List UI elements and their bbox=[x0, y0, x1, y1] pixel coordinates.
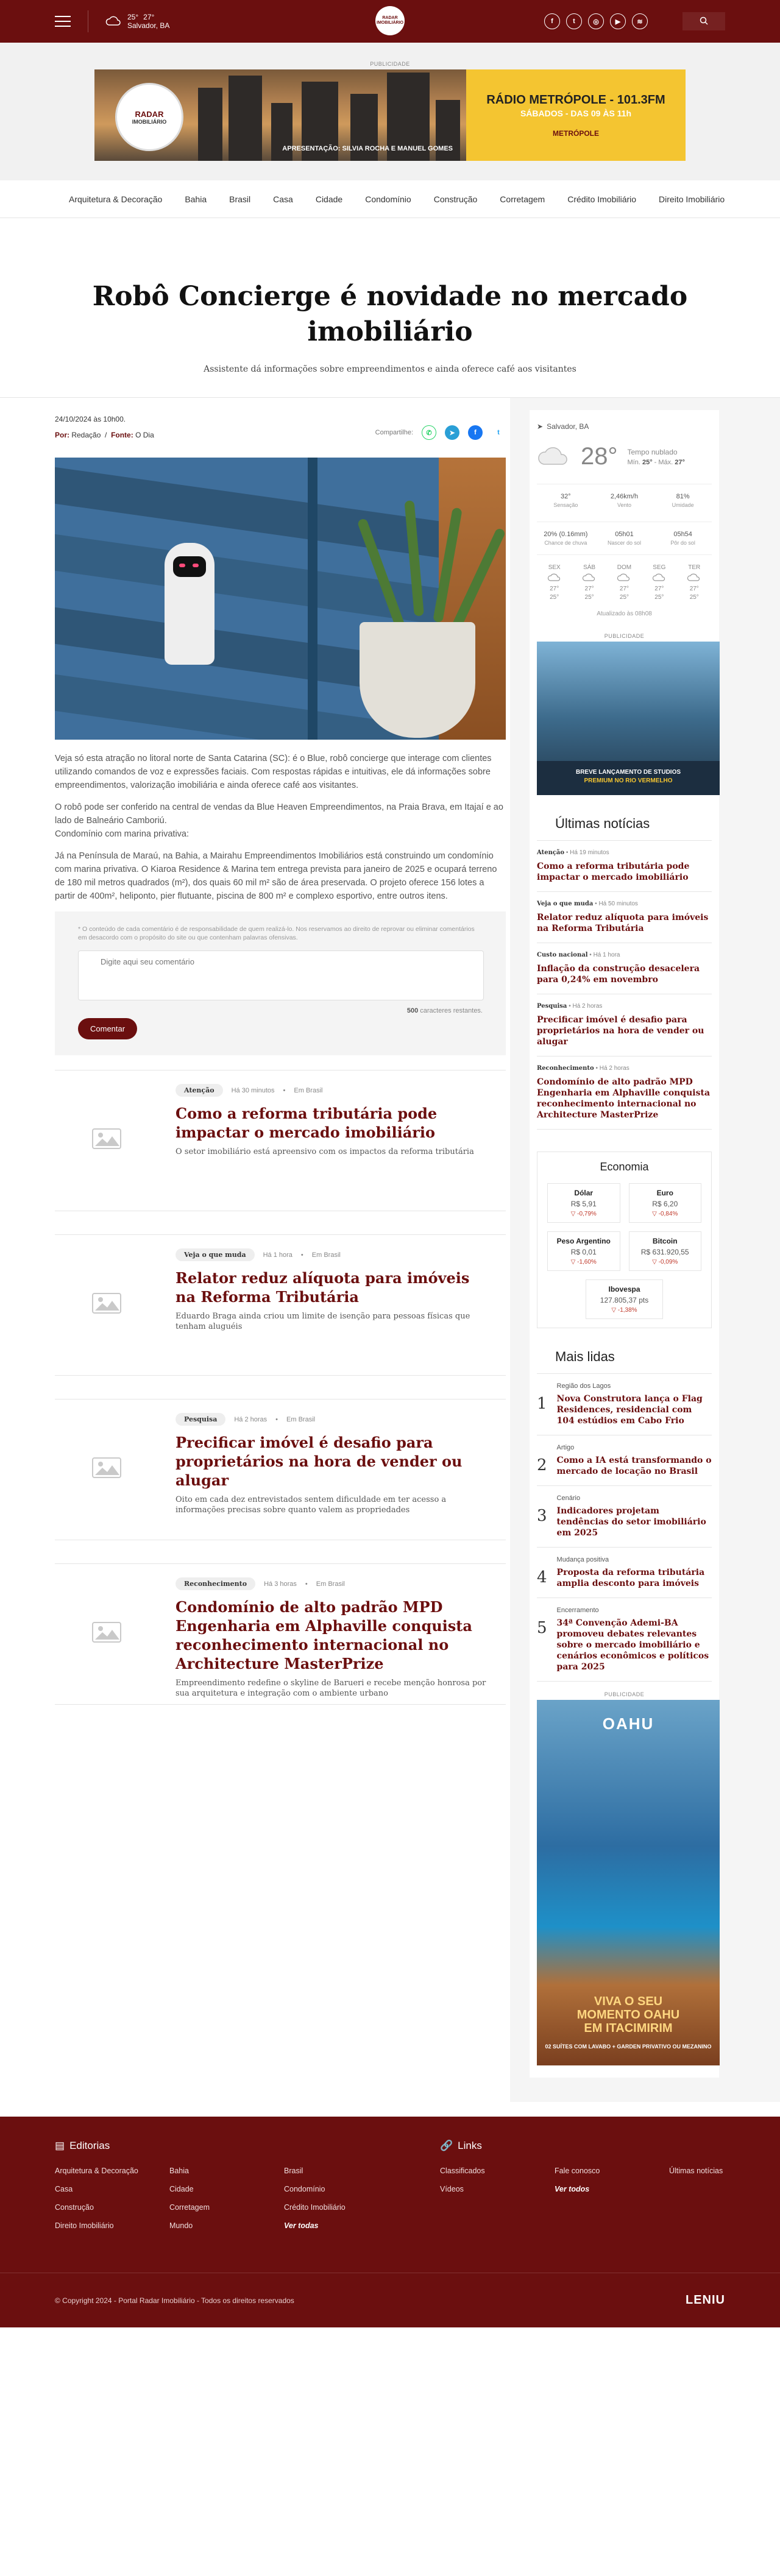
forecast-min: 25° bbox=[654, 594, 664, 601]
economy-change bbox=[548, 1259, 620, 1265]
nav-item[interactable]: Brasil bbox=[229, 194, 251, 204]
category-label: Pesquisa bbox=[537, 1003, 567, 1010]
article-byline: Por: Redação / Fonte: O Dia bbox=[55, 431, 154, 439]
share-bar bbox=[375, 422, 506, 443]
economy-value: R$ 0,01 bbox=[570, 1248, 597, 1256]
telegram-icon[interactable]: ➤ bbox=[445, 425, 459, 440]
timestamp: Há 50 minutos bbox=[598, 901, 638, 907]
rank-number: 2 bbox=[537, 1456, 547, 1474]
category-badge: Atenção bbox=[176, 1084, 223, 1097]
economy-name: Euro bbox=[656, 1189, 673, 1197]
main-column bbox=[0, 398, 510, 2102]
forecast-min: 25° bbox=[619, 594, 629, 601]
top-ad-banner bbox=[0, 43, 780, 180]
economy-change bbox=[629, 1211, 701, 1217]
category-badge: Pesquisa bbox=[176, 1413, 225, 1426]
weather-stat bbox=[654, 531, 712, 546]
most-read-title[interactable]: Indicadores projetam tendências do setor imobiliário em 2025 bbox=[556, 1506, 706, 1538]
article-paragraph: O robô pode ser conferido na central de vendas da Blue Heaven Empreendimentos, na Praia Brava, em Itajaí e ao lado de Balneário Camboriú. Condomínio com marina privativa: bbox=[55, 802, 503, 839]
forecast-day bbox=[537, 564, 572, 602]
weather-stat bbox=[654, 493, 712, 508]
submit-comment-button[interactable]: Comentar bbox=[78, 1018, 137, 1039]
weather-stat bbox=[537, 493, 595, 508]
location-arrow-icon: ➤ bbox=[537, 422, 544, 431]
site-logo[interactable]: RADAR IMOBILIÁRIO bbox=[375, 6, 405, 35]
category-label: Veja o que muda bbox=[537, 901, 594, 907]
image-placeholder-icon bbox=[91, 1621, 122, 1643]
most-read-item[interactable] bbox=[537, 1548, 712, 1598]
economy-name: Peso Argentino bbox=[556, 1237, 611, 1245]
most-read-body bbox=[557, 1495, 712, 1538]
weather-stat-label: Umidade bbox=[672, 502, 694, 508]
footer-editorias: ▤ Editorias Arquitetura & Decoração Bahia Brasil Casa Cidade Condomínio Construção Corretagem Crédito Imobiliário Direito Imobiliário Mundo Ver todas bbox=[55, 2140, 394, 2230]
economy-value: R$ 5,91 bbox=[570, 1200, 597, 1208]
footer-link[interactable]: Corretagem bbox=[169, 2203, 210, 2212]
related-article-summary: Oito em cada dez entrevistados sentem dificuldade em ter acesso a informações precisas sobre quanto valem as propriedades bbox=[176, 1495, 447, 1515]
sidebar bbox=[510, 398, 780, 2102]
most-read-item[interactable] bbox=[537, 1598, 712, 1682]
most-read-body bbox=[557, 1382, 712, 1426]
comment-disclaimer: * O conteúdo de cada comentário é de responsabilidade de quem realizá-lo. Nos reservamos ao direito de reprovar ou eliminar comentários em desacordo com o propósito do site ou que contenham palavras ofensivas. bbox=[78, 925, 475, 941]
article-hero-image bbox=[55, 458, 506, 740]
footer-link[interactable]: Casa bbox=[55, 2185, 73, 2193]
forecast-min: 25° bbox=[584, 594, 594, 601]
forecast-day-name: SEG bbox=[653, 564, 666, 571]
latest-news-item[interactable] bbox=[537, 841, 712, 892]
cloud-icon bbox=[572, 572, 606, 585]
sidebar-ad-creative[interactable]: BREVE LANÇAMENTO DE STUDIOS PREMIUM NO RIO VERMELHO bbox=[537, 642, 720, 795]
economy-change bbox=[548, 1211, 620, 1217]
economy-card bbox=[547, 1231, 620, 1271]
economy-pct: -0,09% bbox=[658, 1259, 678, 1265]
related-article-info bbox=[176, 1577, 492, 1704]
latest-news-title[interactable]: Como a reforma tributária pode impactar o mercado imobiliário bbox=[537, 862, 690, 882]
ad-presenters: APRESENTAÇÃO: SILVIA ROCHA E MANUEL GOMES bbox=[282, 145, 453, 152]
copyright: © Copyright 2024 - Portal Radar Imobiliário - Todos os direitos reservados bbox=[55, 2296, 294, 2305]
economy-value: R$ 631.920,55 bbox=[640, 1248, 689, 1256]
related-articles bbox=[55, 1070, 510, 1705]
related-article-summary: Eduardo Braga ainda criou um limite de isenção para pessoas físicas que tenham aluguéis bbox=[176, 1312, 470, 1331]
weather-widget[interactable] bbox=[105, 13, 169, 30]
economy-pct: -1,38% bbox=[617, 1307, 637, 1314]
forecast-max: 27° bbox=[550, 586, 559, 592]
down-arrow-icon: ▽ bbox=[611, 1307, 618, 1314]
twitter-icon[interactable]: t bbox=[566, 13, 582, 29]
sidebar-ad bbox=[537, 633, 712, 795]
share-label: Compartilhe: bbox=[375, 429, 413, 436]
weather-forecast bbox=[537, 554, 712, 602]
most-read-body bbox=[557, 1444, 712, 1477]
category-label: Região dos Lagos bbox=[556, 1382, 611, 1390]
article-meta bbox=[55, 411, 506, 443]
economy-card bbox=[547, 1183, 620, 1223]
site-footer bbox=[0, 2117, 780, 2327]
economy-value: R$ 6,20 bbox=[652, 1200, 678, 1208]
section-label: Em Brasil bbox=[316, 1580, 345, 1588]
ad-label: PUBLICIDADE bbox=[604, 633, 645, 639]
footer-link[interactable]: Crédito Imobiliário bbox=[284, 2203, 346, 2212]
newspaper-icon: ▤ bbox=[55, 2140, 65, 2151]
forecast-max: 27° bbox=[619, 586, 629, 592]
facebook-icon[interactable]: f bbox=[544, 13, 560, 29]
article-header bbox=[0, 218, 780, 374]
footer-link[interactable]: Ver todas bbox=[284, 2221, 319, 2230]
timestamp: Há 1 hora bbox=[593, 952, 620, 958]
nav-item[interactable]: Casa bbox=[273, 194, 293, 204]
weather-panel bbox=[537, 422, 712, 617]
down-arrow-icon: ▽ bbox=[570, 1259, 578, 1265]
nav-item[interactable]: Construção bbox=[433, 194, 478, 204]
weather-location[interactable]: ➤ Salvador, BA bbox=[537, 422, 589, 431]
spotify-icon[interactable]: ≋ bbox=[632, 13, 648, 29]
timestamp: Há 2 horas bbox=[599, 1065, 629, 1072]
section-label: Em Brasil bbox=[286, 1415, 316, 1423]
most-read-title[interactable]: 34ª Convenção Ademi-BA promoveu debates relevantes sobre o mercado imobiliário e cenários econômicos e políticos para 2025 bbox=[556, 1618, 709, 1672]
category-label: Atenção bbox=[537, 849, 565, 856]
most-read-title[interactable]: Como a IA está transformando o mercado de locação no Brasil bbox=[556, 1456, 712, 1476]
related-article-tags: Veja o que muda Há 1 hora • Em Brasil bbox=[176, 1248, 492, 1261]
most-read-title[interactable]: Nova Construtora lança o Flag Residences, residencial com 104 estúdios em Cabo Frio bbox=[556, 1394, 703, 1426]
comment-input[interactable] bbox=[78, 950, 484, 1000]
related-article[interactable] bbox=[55, 1070, 506, 1211]
footer-link[interactable]: Construção bbox=[55, 2203, 94, 2212]
menu-icon[interactable] bbox=[55, 16, 71, 27]
char-counter: 500 caracteres restantes. bbox=[406, 1007, 483, 1014]
economy-title: Economia bbox=[600, 1161, 649, 1173]
footer-link[interactable]: Direito Imobiliário bbox=[55, 2221, 114, 2230]
related-article-info bbox=[176, 1084, 492, 1211]
nav-item[interactable]: Condomínio bbox=[365, 194, 411, 204]
related-article-info bbox=[176, 1248, 492, 1375]
related-article-tags: Atenção Há 30 minutos • Em Brasil bbox=[176, 1084, 492, 1097]
ad-creative[interactable] bbox=[94, 69, 686, 161]
latest-news-meta: Atenção • Há 19 minutos bbox=[537, 849, 609, 856]
related-article-title[interactable]: Como a reforma tributária pode impactar o mercado imobiliário bbox=[176, 1105, 438, 1141]
economy-card bbox=[629, 1231, 702, 1271]
article-paragraph: Veja só esta atração no litoral norte de Santa Catarina (SC): é o Blue, robô concierge que interage com clientes utilizando comandos de voz e expressões faciais. Com respostas rápidas e intuitivas, ele dá informações sobre empreendimentos, valorização imobiliária e ainda oferece café aos visitantes. bbox=[55, 754, 492, 790]
related-article-title[interactable]: Relator reduz alíquota para imóveis na Reforma Tributária bbox=[176, 1269, 470, 1306]
most-read-title: Mais lidas bbox=[537, 1349, 712, 1374]
ad-label: PUBLICIDADE bbox=[370, 61, 410, 67]
weather-stats bbox=[537, 484, 712, 508]
cloud-icon bbox=[537, 445, 571, 469]
weather-stat-value: 20% (0.16mm) bbox=[544, 531, 588, 538]
latest-news-title[interactable]: Condomínio de alto padrão MPD Engenharia em Alphaville conquista reconhecimento internacional no Architecture MasterPrize bbox=[537, 1077, 711, 1120]
latest-news-title: Últimas notícias bbox=[537, 816, 712, 841]
rank-number: 3 bbox=[537, 1507, 547, 1525]
footer-link[interactable]: Classificados bbox=[440, 2167, 485, 2175]
nav-item[interactable]: Corretagem bbox=[500, 194, 545, 204]
weather-stat-label: Pôr do sol bbox=[670, 540, 695, 546]
cloud-icon bbox=[642, 572, 676, 585]
weather-stat bbox=[595, 531, 653, 546]
current-temp: 28° bbox=[581, 443, 618, 470]
weather-stat-label: Nascer do sol bbox=[607, 540, 641, 546]
article-paragraph: Já na Península de Maraú, na Bahia, a Mairahu Empreendimentos Imobiliários está construindo um condomínio com marina privativa. O Kiaroa Residence & Marina tem entrega prevista para janeiro de 2025 e ocupará terreno de 180 mil metros quadrados (m²), dos quais 60 mil m² são de área preservada. O projeto oferece 156 lotes a partir de 400m², heliponto, pier flutuante, piscina de 800 m² e complexo esportivo, entre outros itens. bbox=[55, 851, 497, 901]
related-article[interactable] bbox=[55, 1234, 506, 1376]
down-arrow-icon: ▽ bbox=[652, 1259, 659, 1265]
latest-news-item[interactable] bbox=[537, 994, 712, 1056]
forecast-day bbox=[572, 564, 606, 602]
radio-title: RÁDIO METRÓPOLE - 101.3FM bbox=[486, 93, 665, 107]
ad-brand-logo: OAHU bbox=[602, 1714, 654, 1733]
article-body bbox=[55, 752, 506, 903]
related-article-tags: Reconhecimento Há 3 horas • Em Brasil bbox=[176, 1577, 492, 1590]
related-article-tags: Pesquisa Há 2 horas • Em Brasil bbox=[176, 1413, 492, 1426]
ad-radio-panel bbox=[466, 69, 686, 161]
forecast-min: 25° bbox=[689, 594, 699, 601]
footer-link[interactable]: Brasil bbox=[284, 2167, 303, 2175]
economy-change bbox=[586, 1307, 662, 1314]
forecast-day-name: TER bbox=[688, 564, 701, 571]
down-arrow-icon: ▽ bbox=[570, 1211, 578, 1217]
rank-number: 4 bbox=[537, 1568, 547, 1587]
category-label: Artigo bbox=[556, 1444, 575, 1451]
down-arrow-icon: ▽ bbox=[652, 1211, 659, 1217]
ad-logo-pin: RADAR IMOBILIÁRIO bbox=[115, 83, 183, 151]
category-label: Mudança positiva bbox=[556, 1556, 609, 1563]
latest-news-item[interactable] bbox=[537, 892, 712, 943]
economy-name: Dólar bbox=[574, 1189, 594, 1197]
forecast-day bbox=[677, 564, 712, 602]
economy-name: Ibovespa bbox=[608, 1285, 640, 1293]
category-label: Reconhecimento bbox=[537, 1065, 594, 1072]
forecast-day-name: SÁB bbox=[583, 564, 596, 571]
footer-link[interactable]: Condomínio bbox=[284, 2185, 325, 2193]
related-article-info bbox=[176, 1413, 492, 1540]
related-article-title[interactable]: Precificar imóvel é desafio para proprietários na hora de vender ou alugar bbox=[176, 1434, 463, 1489]
cloud-icon bbox=[105, 15, 121, 28]
image-placeholder-icon bbox=[91, 1292, 122, 1314]
radio-time: SÁBADOS - DAS 09 ÀS 11h bbox=[520, 108, 632, 118]
forecast-day-name: SEX bbox=[548, 564, 561, 571]
economy-pct: -0,84% bbox=[658, 1211, 678, 1217]
sidebar-ad-2 bbox=[537, 1691, 712, 2065]
weather-stat-value: 32° bbox=[561, 493, 571, 500]
section-label: Em Brasil bbox=[294, 1086, 323, 1094]
weather-stat-value: 2,46km/h bbox=[610, 493, 639, 500]
category-nav bbox=[0, 180, 780, 218]
image-placeholder-icon bbox=[91, 1457, 122, 1479]
latest-news bbox=[537, 816, 712, 1130]
category-label: Encerramento bbox=[556, 1607, 599, 1614]
economy-value: 127.805,37 pts bbox=[600, 1296, 649, 1304]
cloud-icon bbox=[537, 572, 572, 585]
footer-link[interactable]: Últimas notícias bbox=[669, 2167, 723, 2175]
economy-card bbox=[586, 1279, 663, 1319]
article-subtitle: Assistente dá informações sobre empreendimentos e ainda oferece café aos visitantes bbox=[204, 364, 576, 374]
weather-stat-label: Chance de chuva bbox=[544, 540, 587, 546]
weather-stat-label: Vento bbox=[617, 502, 631, 508]
youtube-icon[interactable]: ▶ bbox=[610, 13, 626, 29]
footer-link[interactable]: Cidade bbox=[169, 2185, 194, 2193]
economy-pct: -0,79% bbox=[577, 1211, 597, 1217]
forecast-day bbox=[607, 564, 642, 602]
forecast-max: 27° bbox=[584, 586, 594, 592]
latest-news-meta: Veja o que muda • Há 50 minutos bbox=[537, 901, 638, 907]
category-badge: Veja o que muda bbox=[176, 1248, 255, 1261]
search-icon bbox=[700, 16, 708, 27]
cloud-icon bbox=[607, 572, 642, 585]
radio-logo: METRÓPOLE bbox=[552, 129, 599, 138]
weather-stat-label: Sensação bbox=[553, 502, 578, 508]
latest-news-meta: Reconhecimento • Há 2 horas bbox=[537, 1065, 629, 1072]
most-read-title[interactable]: Proposta da reforma tributária amplia desconto para imóveis bbox=[556, 1568, 705, 1588]
economy-name: Bitcoin bbox=[652, 1237, 678, 1245]
forecast-max: 27° bbox=[689, 586, 699, 592]
whatsapp-icon[interactable]: ✆ bbox=[422, 425, 436, 440]
timestamp: Há 2 horas bbox=[572, 1003, 603, 1010]
nav-item[interactable]: Bahia bbox=[185, 194, 207, 204]
latest-news-meta: Pesquisa • Há 2 horas bbox=[537, 1003, 603, 1010]
weather-updated: Atualizado às 08h08 bbox=[597, 610, 652, 617]
timestamp: Há 30 minutos bbox=[231, 1086, 275, 1094]
weather-stat-value: 81% bbox=[676, 493, 690, 500]
weather-condition: Tempo nublado bbox=[627, 447, 678, 456]
nav-item[interactable]: Arquitetura & Decoração bbox=[69, 194, 163, 204]
nav-item[interactable]: Direito Imobiliário bbox=[659, 194, 725, 204]
category-label: Custo nacional bbox=[537, 952, 588, 958]
max-temp: 27° bbox=[143, 13, 155, 21]
latest-news-title[interactable]: Inflação da construção desacelera para 0,24% em novembro bbox=[537, 964, 700, 985]
latest-news-title[interactable]: Precificar imóvel é desafio para proprietários na hora de vender ou alugar bbox=[537, 1015, 704, 1047]
latest-news-title[interactable]: Relator reduz alíquota para imóveis na Reforma Tributária bbox=[537, 913, 709, 933]
cloud-icon bbox=[677, 572, 712, 585]
ad-label: PUBLICIDADE bbox=[604, 1691, 645, 1697]
forecast-min: 25° bbox=[550, 594, 559, 601]
footer-link[interactable]: Mundo bbox=[169, 2221, 193, 2230]
timestamp: Há 19 minutos bbox=[570, 849, 609, 856]
forecast-day-name: DOM bbox=[617, 564, 632, 571]
ad-city-image bbox=[94, 69, 466, 161]
latest-news-item[interactable] bbox=[537, 1056, 712, 1130]
plant-pot bbox=[360, 622, 475, 738]
forecast-max: 27° bbox=[654, 586, 664, 592]
timestamp: Há 2 horas bbox=[234, 1415, 268, 1423]
timestamp: Há 3 horas bbox=[264, 1580, 297, 1588]
weather-stats-2 bbox=[537, 522, 712, 546]
sidebar-ad-2-creative[interactable]: OAHU VIVA O SEU MOMENTO OAHU EM ITACIMIRIM 02 SUÍTES COM LAVABO + GARDEN PRIVATIVO OU MEZANINO bbox=[537, 1700, 720, 2065]
footer-link[interactable]: Bahia bbox=[169, 2167, 189, 2175]
top-bar bbox=[0, 0, 780, 43]
min-temp: 25° bbox=[127, 13, 139, 21]
weather-stat bbox=[537, 531, 595, 546]
footer-link[interactable]: Vídeos bbox=[440, 2185, 464, 2193]
footer-bottom bbox=[0, 2273, 780, 2327]
most-read-item[interactable] bbox=[537, 1486, 712, 1548]
most-read-item[interactable] bbox=[537, 1435, 712, 1486]
related-article[interactable] bbox=[55, 1563, 506, 1705]
developer-logo[interactable]: LENIU bbox=[686, 2293, 725, 2307]
most-read-body bbox=[557, 1607, 712, 1672]
forecast-day bbox=[642, 564, 676, 602]
nav-item[interactable]: Crédito Imobiliário bbox=[567, 194, 637, 204]
link-icon: 🔗 bbox=[440, 2140, 453, 2151]
image-placeholder-icon bbox=[91, 1128, 122, 1150]
min-max: Mín. 25° - Máx. 27° bbox=[627, 458, 685, 466]
timestamp: Há 1 hora bbox=[263, 1251, 292, 1259]
article-title: Robô Concierge é novidade no mercado imobiliário bbox=[92, 281, 688, 347]
related-article-summary: Empreendimento redefine o skyline de Barueri e recebe menção honrosa por sua arquitetura e integração com o ambiente urbano bbox=[176, 1679, 486, 1698]
economy-card bbox=[629, 1183, 702, 1223]
category-label: Cenário bbox=[556, 1495, 581, 1502]
article-date: 24/10/2024 às 10h00. bbox=[55, 415, 126, 423]
related-article-title[interactable]: Condomínio de alto padrão MPD Engenharia em Alphaville conquista reconhecimento internacional no Architecture MasterPrize bbox=[176, 1598, 472, 1672]
weather-stat-value: 05h54 bbox=[673, 531, 692, 538]
comment-form bbox=[55, 911, 506, 1055]
facebook-share-icon[interactable]: f bbox=[468, 425, 483, 440]
instagram-icon[interactable]: ◎ bbox=[588, 13, 604, 29]
most-read bbox=[537, 1349, 712, 1682]
economy-panel bbox=[537, 1152, 712, 1328]
latest-news-item[interactable] bbox=[537, 943, 712, 994]
footer-link[interactable]: Ver todos bbox=[555, 2185, 590, 2193]
related-article[interactable] bbox=[55, 1399, 506, 1540]
weather-stat-value: 05h01 bbox=[615, 531, 634, 538]
search-button[interactable] bbox=[682, 12, 725, 30]
twitter-share-icon[interactable]: t bbox=[491, 425, 506, 440]
weather-stat bbox=[595, 493, 653, 508]
economy-pct: -1,60% bbox=[577, 1259, 597, 1265]
robot-figure bbox=[165, 543, 214, 665]
section-label: Em Brasil bbox=[311, 1251, 341, 1259]
rank-number: 5 bbox=[537, 1619, 547, 1637]
latest-news-meta: Custo nacional • Há 1 hora bbox=[537, 952, 620, 958]
footer-link[interactable]: Fale conosco bbox=[555, 2167, 600, 2175]
social-links bbox=[544, 13, 648, 29]
most-read-item[interactable] bbox=[537, 1374, 712, 1435]
footer-link[interactable]: Arquitetura & Decoração bbox=[55, 2167, 138, 2175]
rank-number: 1 bbox=[537, 1395, 547, 1413]
weather-location: Salvador, BA bbox=[127, 21, 170, 30]
nav-item[interactable]: Cidade bbox=[315, 194, 343, 204]
category-badge: Reconhecimento bbox=[176, 1577, 255, 1590]
economy-change bbox=[629, 1259, 701, 1265]
related-article-summary: O setor imobiliário está apreensivo com os impactos da reforma tributária bbox=[176, 1147, 474, 1156]
footer-links: 🔗 Links Classificados Fale conosco Últimas notícias Vídeos Ver todos bbox=[440, 2140, 767, 2230]
most-read-body bbox=[557, 1556, 712, 1589]
